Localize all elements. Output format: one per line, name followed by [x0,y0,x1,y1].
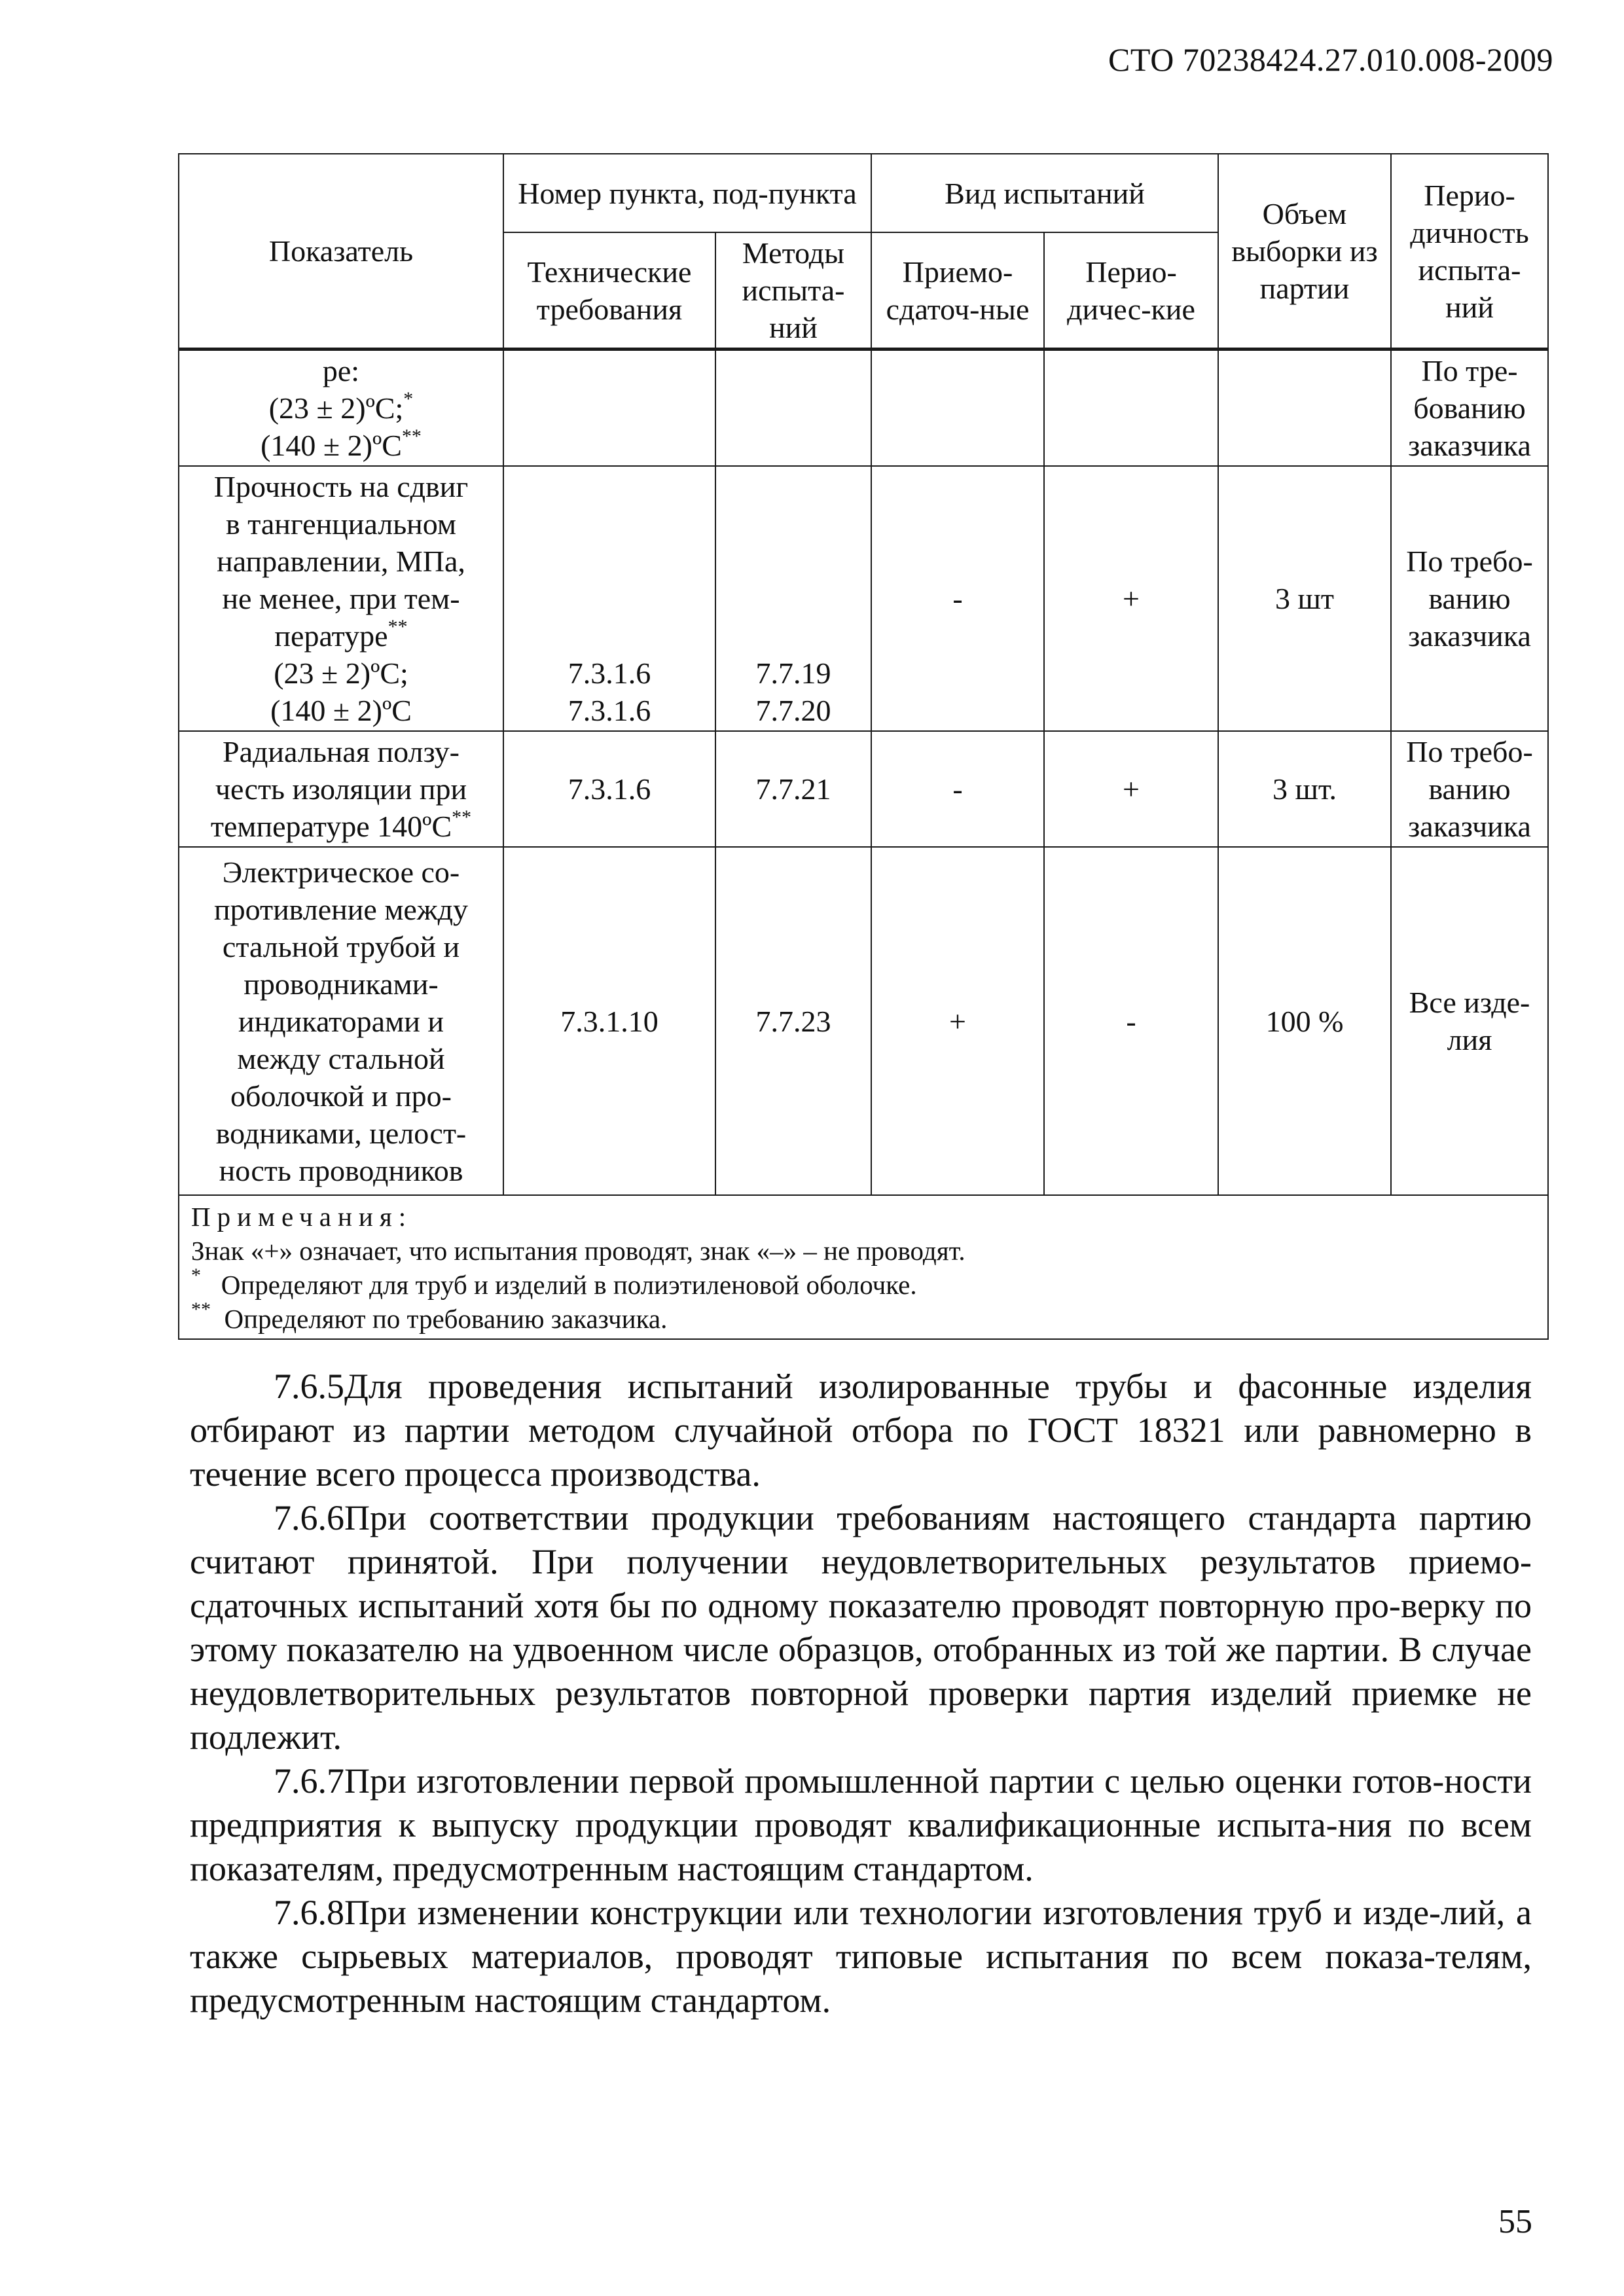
acceptance-cell: + [871,847,1044,1195]
note-line: ** Определяют по требованию заказчика. [191,1299,668,1334]
indicator-line: не менее, при тем- [222,582,460,615]
tests-table [178,153,1549,1340]
indicator-line: индикаторами и [238,1004,444,1038]
periodicity-cell: По тре-бованию заказчика [1391,350,1548,467]
header-tech-req: Технические требования [503,232,715,350]
document-code: СТО 70238424.27.010.008-2009 [1108,41,1553,78]
note-line: * Определяют для труб и изделий в полиэтиленовой оболочке. [191,1265,917,1300]
indicator-line: между стальной [237,1041,445,1075]
sample-cell [1218,350,1391,467]
method-cell: 7.7.19 7.7.20 [715,466,871,731]
indicator-line: Прочность на сдвиг [213,470,469,503]
indicator-line: стальной трубой и [222,929,460,963]
note-line: Знак «+» означает, что испытания проводят, знак «–» – не проводят. [191,1236,965,1266]
indicator-line: в тангенциальном [225,507,457,541]
paragraph-7-6-7: 7.6.7При изготовлении первой промышленной партии с целью оценки готов-ности предприятия к выпуску продукции проводят квалификационные испыта-ния по всем показателям, предусмотренным настоящим стандартом. [190,1761,1532,1888]
indicator-line: водниками, целост- [215,1116,467,1150]
method-cell: 7.7.23 [715,847,871,1195]
acceptance-cell: - [871,466,1044,731]
periodicity-cell: По требо-ванию заказчика [1391,731,1548,847]
indicator-line: оболочкой и про- [230,1079,452,1113]
indicator-line: честь изоляции при [215,772,467,806]
notes-title: Примечания: [191,1202,413,1232]
indicator-cell [179,731,503,847]
notes-row [179,1195,1548,1339]
indicator-line: (23 ± 2)ºC;* [268,387,414,425]
paragraph-7-6-5: 7.6.5Для проведения испытаний изолированные трубы и фасонные изделия отбирают из партии методом случайной отбора по ГОСТ 18321 или равномерно в течение всего процесса производства. [190,1367,1532,1494]
header-indicator: Показатель [179,154,503,350]
indicator-line: ность проводников [219,1153,463,1187]
periodic-cell: + [1044,466,1218,731]
method-cell [715,350,871,467]
tech-req-cell [503,350,715,467]
table-row [179,847,1548,1195]
header-acceptance: Приемо-сдаточ-ные [871,232,1044,350]
indicator-line: (140 ± 2)ºC** [261,425,422,462]
indicator-line: пературе** [274,615,408,653]
indicator-line: направлении, МПа, [217,545,465,578]
header-sample-size: Объем выборки из партии [1218,154,1391,350]
indicator-cell [179,847,503,1195]
table-row [179,731,1548,847]
paragraph-7-6-6: 7.6.6При соответствии продукции требованиям настоящего стандарта партию считают принятой. При получении неудовлетворительных результатов приемо-сдаточных испытаний хотя бы по одному показателю проводят повторную про-верку по этому показателю на удвоенном числе образцов, отобранных из той же партии. В случае неудовлетворительных результатов повторной проверки партия изделий приемке не подлежит. [190,1498,1532,1757]
tech-req-cell: 7.3.1.6 [503,731,715,847]
sample-cell: 3 шт [1218,466,1391,731]
indicator-line: проводниками- [244,967,439,1001]
periodicity-cell: Все изде-лия [1391,847,1548,1195]
indicator-line: (23 ± 2)ºC; [274,656,408,690]
table-row [179,466,1548,731]
periodic-cell: - [1044,847,1218,1195]
method-cell: 7.7.21 [715,731,871,847]
table-row [179,350,1548,467]
indicator-cell [179,350,503,467]
sample-cell: 100 % [1218,847,1391,1195]
acceptance-cell: - [871,731,1044,847]
indicator-line: ре: [322,354,360,387]
indicator-line: противление между [213,892,469,926]
body-text [190,1365,1532,2022]
indicator-line: Электрическое со- [222,855,460,889]
sample-cell: 3 шт. [1218,731,1391,847]
paragraph-7-6-8: 7.6.8При изменении конструкции или технологии изготовления труб и изде-лий, а также сырьевых материалов, проводят типовые испытания по всем показа-телям, предусмотренным настоящим стандартом. [190,1893,1532,2020]
indicator-line: температуре 140ºC** [210,806,472,843]
header-methods: Методы испыта-ний [715,232,871,350]
header-clause: Номер пункта, под-пункта [503,154,871,232]
indicator-cell [179,466,503,731]
periodic-cell [1044,350,1218,467]
header-test-type: Вид испытаний [871,154,1218,232]
indicator-line: Радиальная ползу- [223,735,460,768]
notes-cell [179,1195,1548,1339]
tech-req-cell: 7.3.1.6 7.3.1.6 [503,466,715,731]
periodicity-cell: По требо-ванию заказчика [1391,466,1548,731]
tech-req-cell: 7.3.1.10 [503,847,715,1195]
page-number: 55 [1498,2203,1532,2240]
header-periodic: Перио-дичес-кие [1044,232,1218,350]
header-periodicity: Перио-дичность испыта-ний [1391,154,1548,350]
acceptance-cell [871,350,1044,467]
indicator-line: (140 ± 2)ºC [270,694,412,727]
periodic-cell: + [1044,731,1218,847]
